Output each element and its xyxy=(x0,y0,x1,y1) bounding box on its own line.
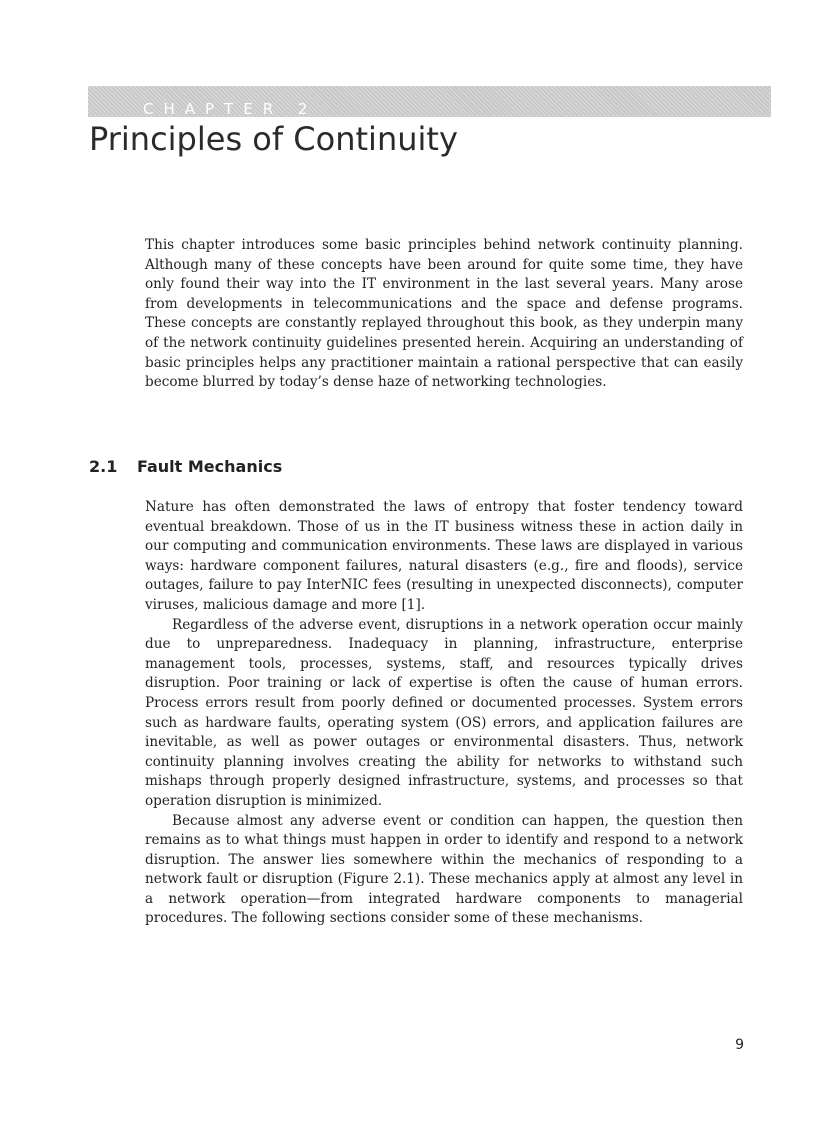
chapter-label: CHAPTER 2 xyxy=(143,100,318,118)
chapter-title: Principles of Continuity xyxy=(89,120,458,158)
section-body xyxy=(145,498,743,929)
intro-paragraph: This chapter introduces some basic principles behind network continuity planning. Although many of these concepts have been around for quite some time, they have only found their way into the IT environment in the last several years. Many arose from developments in telecommunications and the space and defense programs. These concepts are constantly replayed throughout this book, as they underpin many of the network continuity guidelines presented herein. Acquiring an understanding of basic principles helps any practitioner maintain a rational perspective that can easily become blurred by today’s dense haze of networking technologies. xyxy=(145,237,743,391)
section-title: Fault Mechanics xyxy=(137,457,283,476)
body-paragraph-1: Nature has often demonstrated the laws of entropy that foster tendency toward eventual breakdown. Those of us in the IT business witness these in action daily in our computing and communication environments. These laws are displayed in various ways: hardware component failures, natural disasters (e.g., fire and floods), service outages, failure to pay InterNIC fees (resulting in unexpected disconnects), computer viruses, malicious damage and more [1]. xyxy=(145,499,743,613)
body-paragraph-3: Because almost any adverse event or condition can happen, the question then remains as to what things must happen in order to identify and respond to a network disruption. The answer lies somewhere within the mechanics of responding to a network fault or disruption (Figure 2.1). These mechanics apply at almost any level in a network operation—from integrated hardware components to managerial procedures. The following sections consider some of these mechanisms. xyxy=(145,812,743,927)
section-heading xyxy=(89,456,282,478)
page-number: 9 xyxy=(735,1037,744,1053)
section-number: 2.1 xyxy=(89,457,118,476)
body-paragraph-2: Regardless of the adverse event, disruptions in a network operation occur mainly due to unpreparedness. Inadequacy in planning, infrastructure, enterprise management tools, processes, systems, staff, and resources typically drives disruption. Poor training or lack of expertise is often the cause of human errors. Process errors result from poorly defined or documented processes. System errors such as hardware faults, operating system (OS) errors, and application failures are inevitable, as well as power outages or environmental disasters. Thus, network continuity planning involves creating the ability for networks to withstand such mishaps through properly designed infrastructure, systems, and processes so that operation disruption is minimized. xyxy=(145,616,743,809)
